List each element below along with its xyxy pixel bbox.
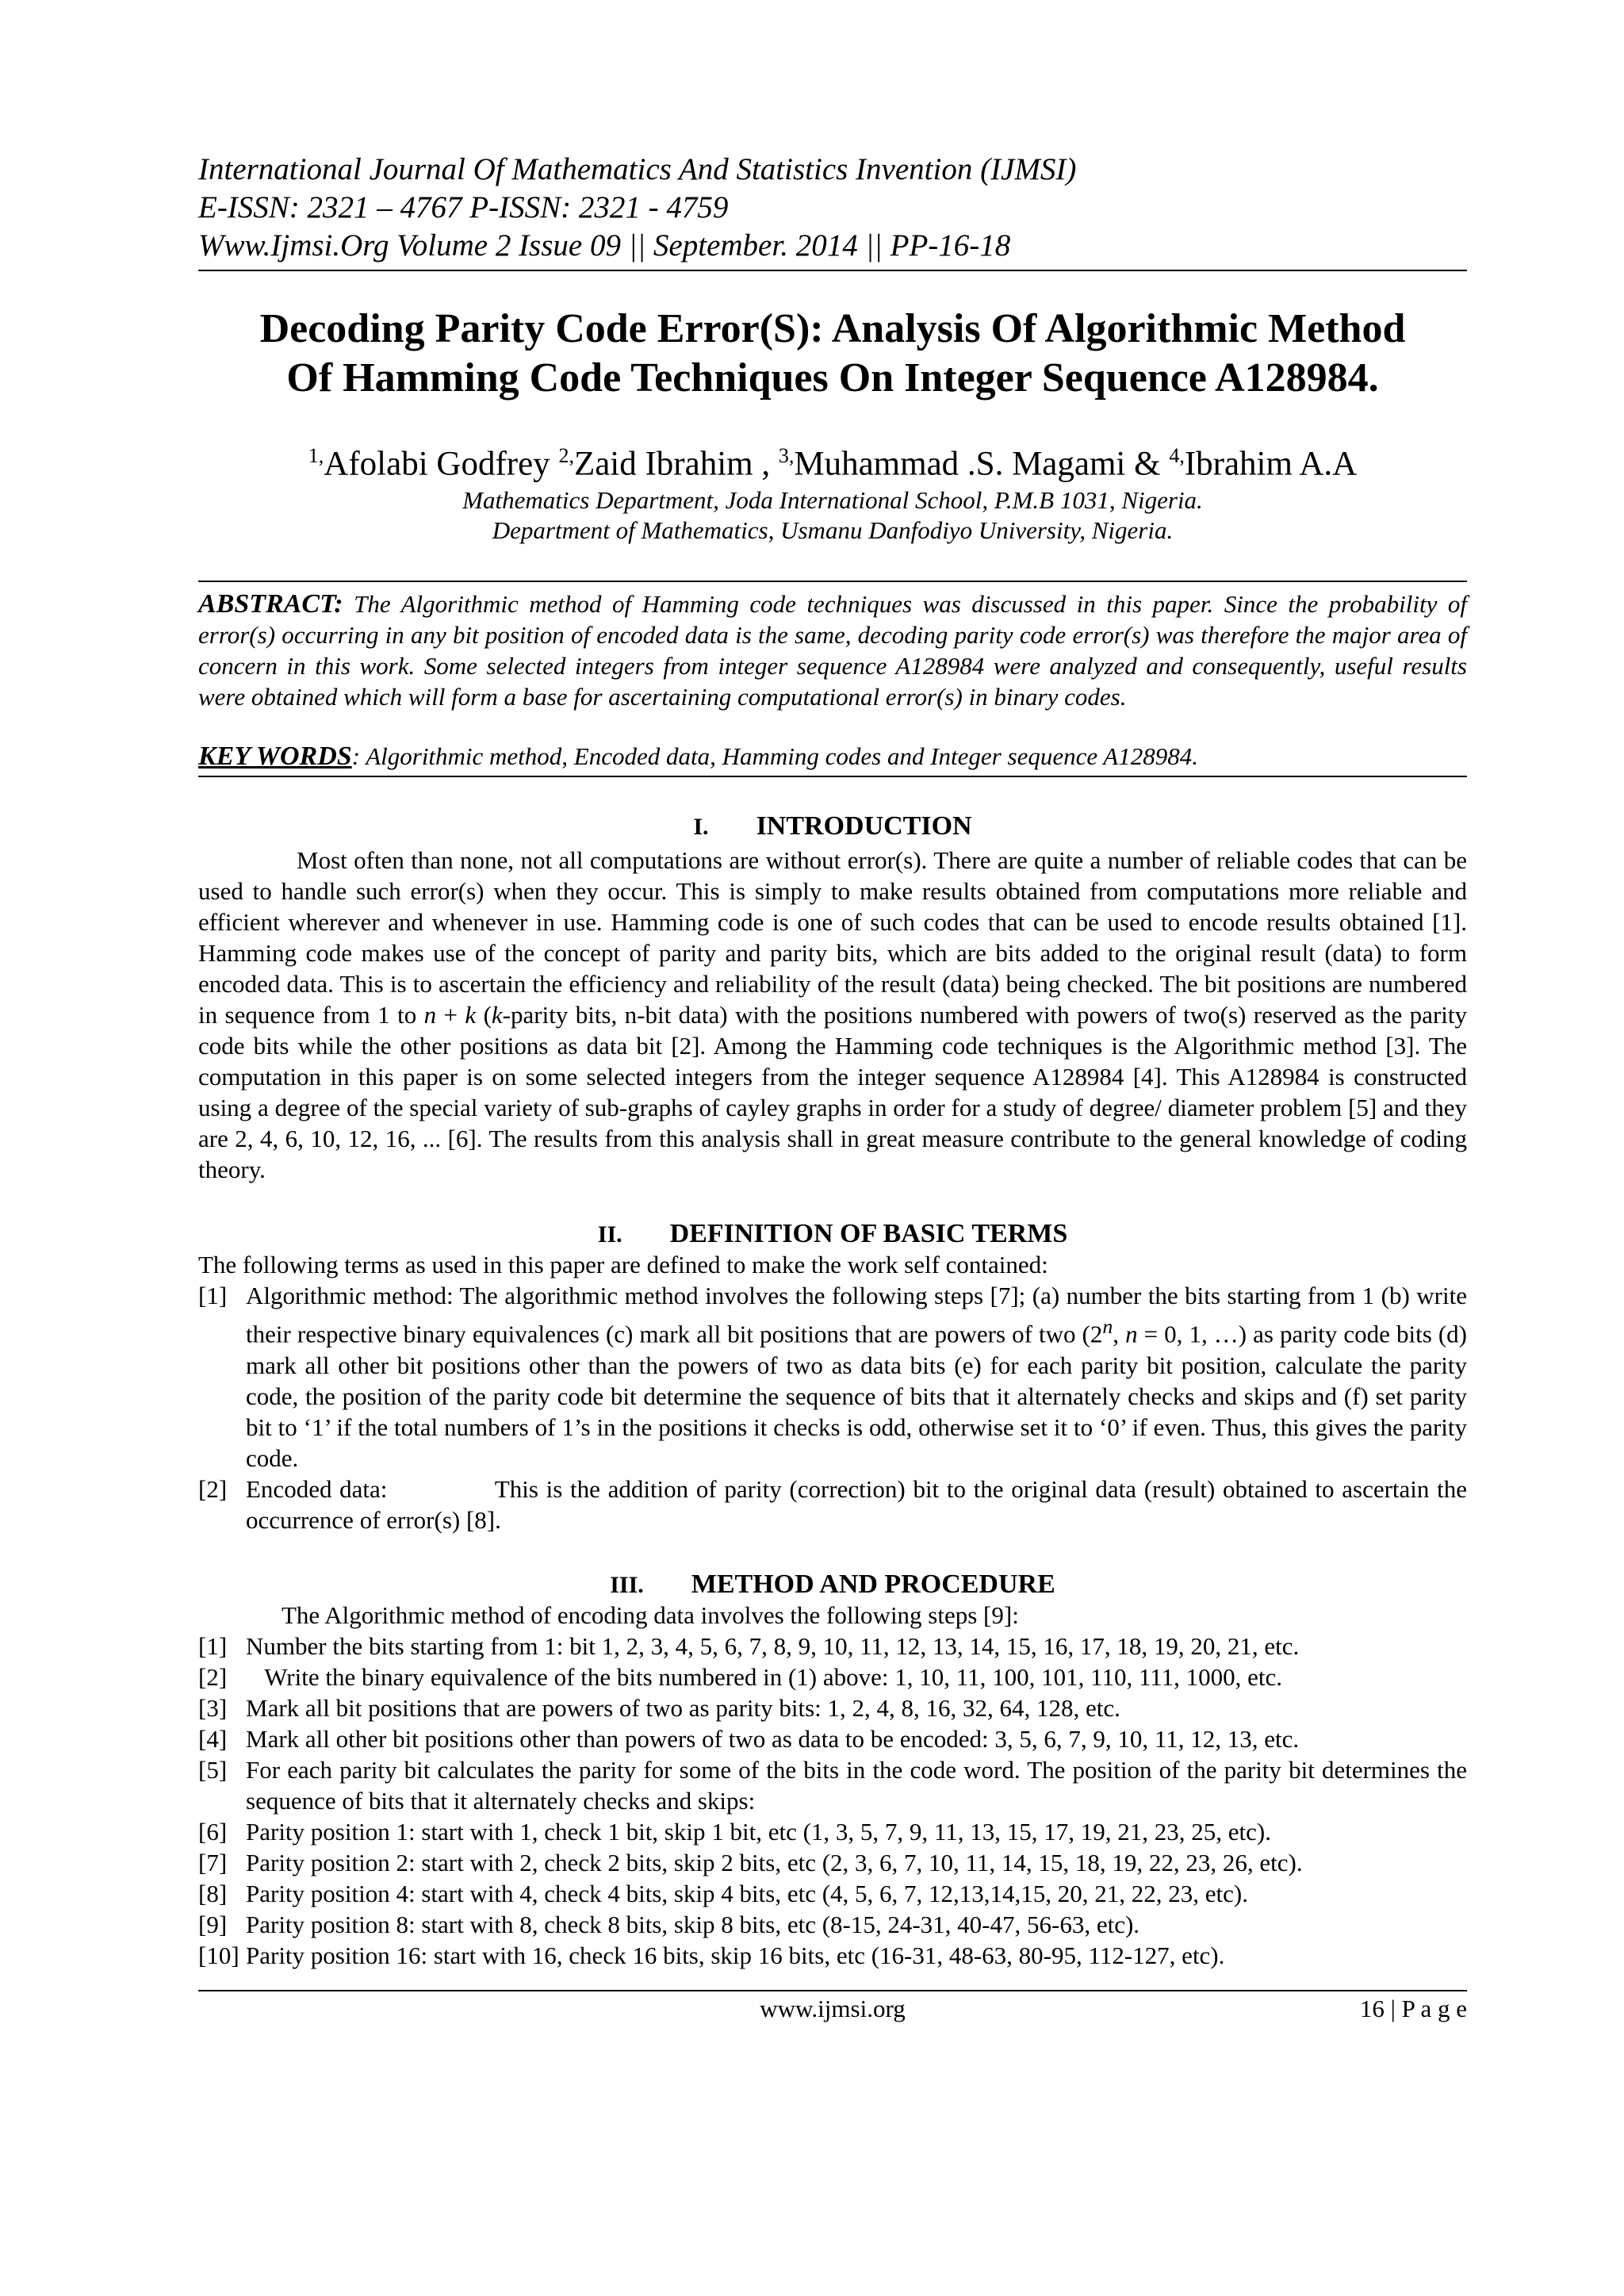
author-3: Muhammad .S. Magami & [794, 445, 1161, 483]
list-item [198, 1280, 1467, 1473]
item-text: Encoded data: This is the addition of parity (correction) bit to the original data (result) obtained to ascertain the occurrence of error(s) [8]. [246, 1474, 1473, 1534]
journal-header [198, 151, 1467, 271]
method-steps [198, 1631, 1467, 1971]
item-number: [10] [198, 1941, 239, 1969]
item-text: Parity position 16: start with 16, check 16 bits, skip 16 bits, etc (16-31, 48-63, 80-95, 112-127, etc). [246, 1941, 1225, 1969]
paper-title [198, 305, 1467, 403]
section-title: METHOD AND PROCEDURE [691, 1569, 1055, 1599]
list-item [198, 1692, 1467, 1723]
list-item [198, 1816, 1467, 1847]
math-k2: k [491, 1001, 503, 1029]
item-text [246, 1280, 1467, 1473]
abstract-text: The Algorithmic method of Hamming code techniques was discussed in this paper. Since the probability of error(s) occurring in any bit position of encoded data is the same, decoding parity code error(s) was therefore the major area of concern in this work. Some selected integers from integer sequence A128984 were analyzed and consequently, useful results were obtained which will form a base for ascertaining computational error(s) in binary codes. [198, 590, 1467, 711]
math-k: k [465, 1001, 477, 1029]
keywords [198, 741, 1467, 777]
list-item [198, 1662, 1467, 1692]
keywords-text: : Algorithmic method, Encoded data, Hamming codes and Integer sequence A128984. [351, 742, 1198, 771]
item-text: Mark all other bit positions other than powers of two as data to be encoded: 3, 5, 6, 7, 9, 10, 11, 12, 13, etc. [246, 1724, 1300, 1753]
author-list [198, 435, 1467, 485]
section-number: I. [693, 814, 709, 841]
item-text: Parity position 1: start with 1, check 1 bit, skip 1 bit, etc (1, 3, 5, 7, 9, 11, 13, 15, 17, 19, 21, 23, 25, etc). [246, 1817, 1271, 1846]
list-item [198, 1878, 1467, 1909]
author-1: Afolabi Godfrey [324, 445, 550, 483]
item-text: For each parity bit calculates the parity for some of the bits in the code word. The position of the parity bit determines the sequence of bits that it alternately checks and skips: [246, 1755, 1467, 1815]
author-1-mark: 1, [308, 444, 324, 467]
section-title: DEFINITION OF BASIC TERMS [669, 1219, 1068, 1249]
item-number: [7] [198, 1848, 228, 1876]
journal-volume: Www.Ijmsi.Org Volume 2 Issue 09 || September. 2014 || PP-16-18 [198, 228, 1011, 263]
list-item [198, 1754, 1467, 1816]
method-intro: The Algorithmic method of encoding data involves the following steps [9]: [282, 1600, 1019, 1629]
def-sup: n [1102, 1315, 1113, 1339]
item-text: Parity position 4: start with 4, check 4 bits, skip 4 bits, etc (4, 5, 6, 7, 12,13,14,15, 20, 21, 22, 23, etc). [246, 1879, 1248, 1907]
section-heading-introduction [198, 809, 1467, 845]
author-2: Zaid Ibrahim , [573, 445, 771, 483]
section-number: II. [597, 1221, 622, 1248]
item-number: [3] [198, 1693, 228, 1722]
item-number: [2] [198, 1662, 228, 1691]
definitions-intro: The following terms as used in this paper are defined to make the work self contained: [198, 1251, 1048, 1279]
item-number: [4] [198, 1724, 228, 1753]
definitions-list [198, 1280, 1473, 1535]
affiliation-1: Mathematics Department, Joda International School, P.M.B 1031, Nigeria. [462, 486, 1203, 515]
item-text: Write the binary equivalence of the bits numbered in (1) above: 1, 10, 11, 100, 101, 110, 111, 1000, etc. [246, 1662, 1283, 1691]
list-item [198, 1909, 1467, 1940]
section-title: INTRODUCTION [756, 811, 972, 841]
item-number: [2] [198, 1474, 228, 1503]
page-number: 16 | P a g e [1359, 1994, 1467, 2022]
section-number: III. [610, 1571, 644, 1598]
section-heading-method [198, 1567, 1467, 1603]
math-n: n [423, 1001, 437, 1029]
abstract [198, 581, 1467, 712]
item-text: Parity position 8: start with 8, check 8 bits, skip 8 bits, etc (8-15, 24-31, 40-47, 56-63, etc). [246, 1910, 1140, 1938]
author-3-mark: 3, [778, 444, 795, 467]
item-number: [9] [198, 1910, 228, 1938]
item-text: Mark all bit positions that are powers of two as parity bits: 1, 2, 4, 8, 16, 32, 64, 128, etc. [246, 1693, 1120, 1722]
item-number: [8] [198, 1879, 228, 1907]
item-text: Parity position 2: start with 2, check 2 bits, skip 2 bits, etc (2, 3, 6, 7, 10, 11, 14, 15, 18, 19, 22, 23, 26, etc). [246, 1848, 1303, 1876]
title-line-2: Of Hamming Code Techniques On Integer Sequence A128984. [286, 355, 1379, 401]
author-2-mark: 2, [558, 444, 574, 467]
intro-text-2: -parity bits, n-bit data) with the positions numbered with powers of two(s) reserved as the parity code bits while the other positions as data bit [2]. Among the Hamming code techniques is the Algorithmic method [3]. The computation in this paper is on some selected integers from the integer sequence A128984 [4]. This A128984 is constructed using a degree of the special variety of sub-graphs of cayley graphs in order for a study of degree/ diameter problem [5] and they are 2, 4, 6, 10, 12, 16, ... [6]. The results from this analysis shall in great measure contribute to the general knowledge of coding theory. [198, 1001, 1467, 1184]
intro-text-1: Most often than none, not all computations are without error(s). There are quite a number of reliable codes that can be used to handle such error(s) when they occur. This is simply to make results obtained from computations more reliable and efficient wherever and whenever in use. Hamming code is one of such codes that can be used to encode results obtained [1]. Hamming code makes use of the concept of parity and parity bits, which are bits added to the original result (data) to form encoded data. This is to ascertain the efficiency and reliability of the result (data) being checked. The bit positions are numbered in sequence from 1 to [198, 846, 1467, 1029]
abstract-label: ABSTRACT: [198, 589, 343, 619]
page-footer [198, 1991, 1467, 2026]
list-item [198, 1940, 1467, 1971]
list-item [198, 1723, 1467, 1754]
def-italic-n: n [1125, 1320, 1138, 1348]
footer-url: www.ijmsi.org [760, 1994, 906, 2022]
math-plus: + [436, 1001, 465, 1029]
journal-name: International Journal Of Mathematics And Statistics Invention (IJMSI) [198, 152, 1077, 186]
def-text-a: Algorithmic method: The algorithmic method involves the following steps [7]; (a) number the bits starting from 1 (b) write their respective binary equivalences (c) mark all bit positions that are powers of two (2 [246, 1282, 1467, 1348]
item-text: Number the bits starting from 1: bit 1, 2, 3, 4, 5, 6, 7, 8, 9, 10, 11, 12, 13, 14, 15, 16, 17, 18, 19, 20, 21, etc. [246, 1631, 1300, 1660]
item-number: [5] [198, 1755, 228, 1784]
def-text-b: , [1113, 1320, 1126, 1348]
list-item [198, 1847, 1467, 1878]
introduction-paragraph [198, 845, 1467, 1185]
section-heading-definitions [198, 1217, 1467, 1252]
author-4-mark: 4, [1169, 444, 1185, 467]
list-item [198, 1474, 1473, 1535]
keywords-label: KEY WORDS [198, 742, 352, 772]
journal-issn: E-ISSN: 2321 – 4767 P-ISSN: 2321 - 4759 [198, 190, 729, 224]
title-line-1: Decoding Parity Code Error(S): Analysis Of Algorithmic Method [259, 306, 1406, 351]
paper-page [198, 151, 1473, 2026]
item-number: [6] [198, 1817, 228, 1846]
item-number: [1] [198, 1282, 228, 1310]
header-rule [198, 270, 1467, 271]
def-text-c: = 0, 1, …) as parity code bits (d) mark all other bit positions other than the powers of two as data bits (e) for each parity bit position, calculate the parity code, the position of the parity code bit determine the sequence of bits that it alternately checks and skips and (f) set parity bit to ‘1’ if the total numbers of 1’s in the positions it checks is odd, otherwise set it to ‘0’ if even. Thus, this gives the parity code. [246, 1320, 1467, 1472]
math-paren: ( [476, 1001, 492, 1029]
item-number: [1] [198, 1631, 228, 1660]
author-4: Ibrahim A.A [1184, 445, 1358, 483]
list-item [198, 1631, 1467, 1662]
affiliation-2: Department of Mathematics, Usmanu Danfodiyo University, Nigeria. [492, 516, 1174, 545]
